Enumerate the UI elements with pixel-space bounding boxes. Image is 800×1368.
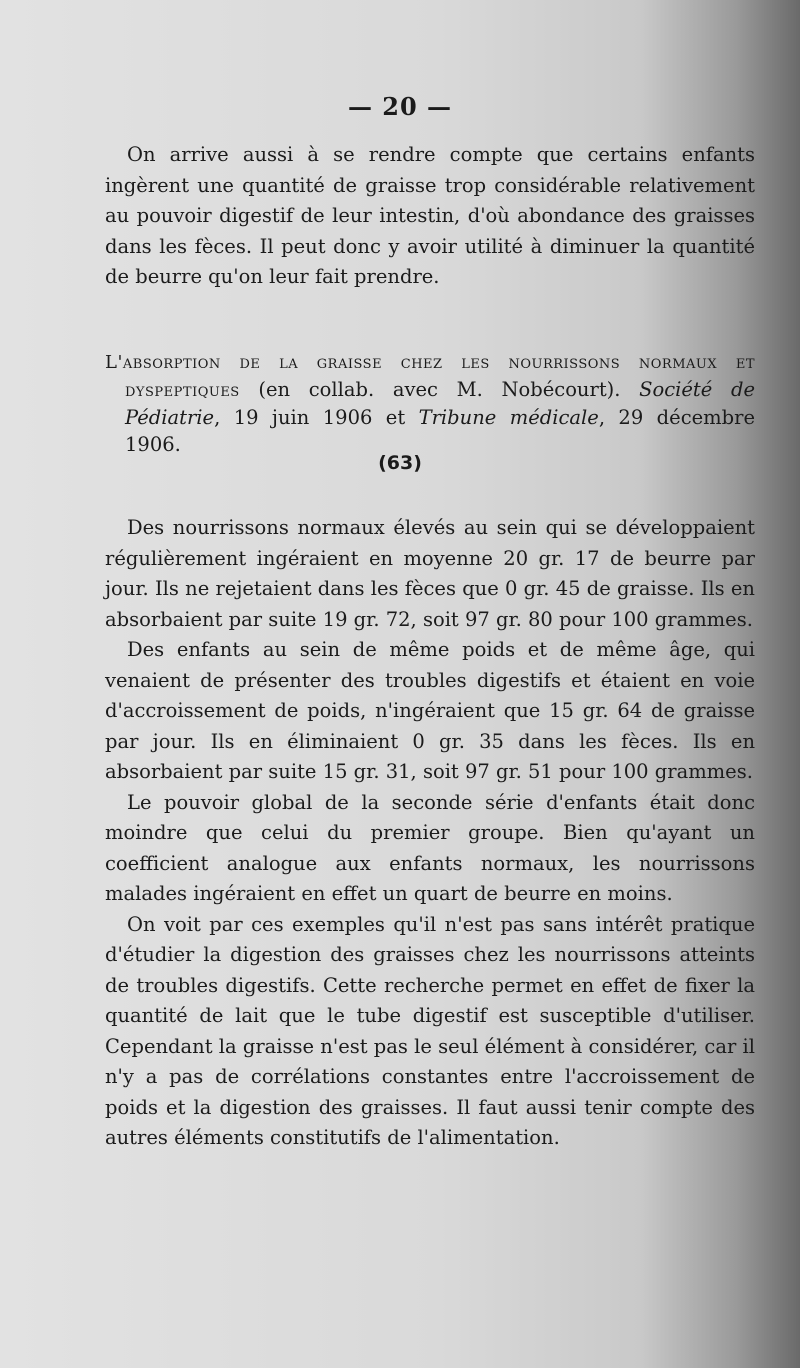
main-text — [105, 513, 755, 1154]
reference-date-2: , 29 décembre 1906. — [125, 406, 755, 456]
reference-number: (63) — [378, 452, 422, 474]
intro-paragraph: On arrive aussi à se rendre compte que certains enfants ingèrent une quantité de graisse trop considérable relativement au pouvoir digestif de leur intestin, d'où abondance des graisses dans les fèces. Il peut donc y avoir utilité à diminuer la quantité de beurre qu'on leur fait prendre. — [105, 143, 755, 288]
bibliographic-reference — [105, 348, 755, 458]
reference-collab: (en collab. avec M. Nobécourt). — [239, 378, 640, 401]
paragraph: Le pouvoir global de la seconde série d'enfants était donc moindre que celui du premier groupe. Bien qu'ayant un coefficient analogue aux enfants normaux, les nourrissons malades ingéraient en effet un quart de beurre en moins. — [105, 790, 755, 905]
page-number: — 20 — — [347, 92, 453, 121]
intro-section — [105, 140, 755, 293]
reference-entry — [105, 348, 755, 458]
reference-title: L'absorption de la graisse chez les nourrissons normaux et dyspeptiques — [105, 352, 755, 401]
paragraph: Des enfants au sein de même poids et de même âge, qui venaient de présenter des troubles digestifs et étaient en voie d'accroissement de poids, n'ingéraient que 15 gr. 64 de graisse par jour. Ils en éliminaient 0 gr. 35 dans les fèces. Ils en absorbaient par suite 15 gr. 31, soit 97 gr. 51 pour 100 grammes. — [105, 638, 755, 783]
reference-journal-1: Société de Pédiatrie — [125, 378, 755, 429]
paragraph: On voit par ces exemples qu'il n'est pas sans intérêt pratique d'étudier la digestion des graisses chez les nourrissons atteints de troubles digestifs. Cette recherche permet en effet de fixer la quantité de lait que le tube digestif est susceptible d'utiliser. Cependant la graisse n'est pas le seul élément à considérer, car il n'y a pas de corrélations constantes entre l'accroissement de poids et la digestion des graisses. Il faut aussi tenir compte des autres éléments constitutifs de l'alimentation. — [105, 912, 755, 1149]
reference-date-1: , 19 juin 1906 et — [214, 406, 419, 429]
paragraph: Des nourrissons normaux élevés au sein qui se développaient régulièrement ingéraient en moyenne 20 gr. 17 de beurre par jour. Ils ne rejetaient dans les fèces que 0 gr. 45 de graisse. Ils en absorbaient par suite 19 gr. 72, soit 97 gr. 80 pour 100 grammes. — [105, 516, 755, 631]
reference-journal-2: Tribune médicale — [418, 406, 599, 429]
